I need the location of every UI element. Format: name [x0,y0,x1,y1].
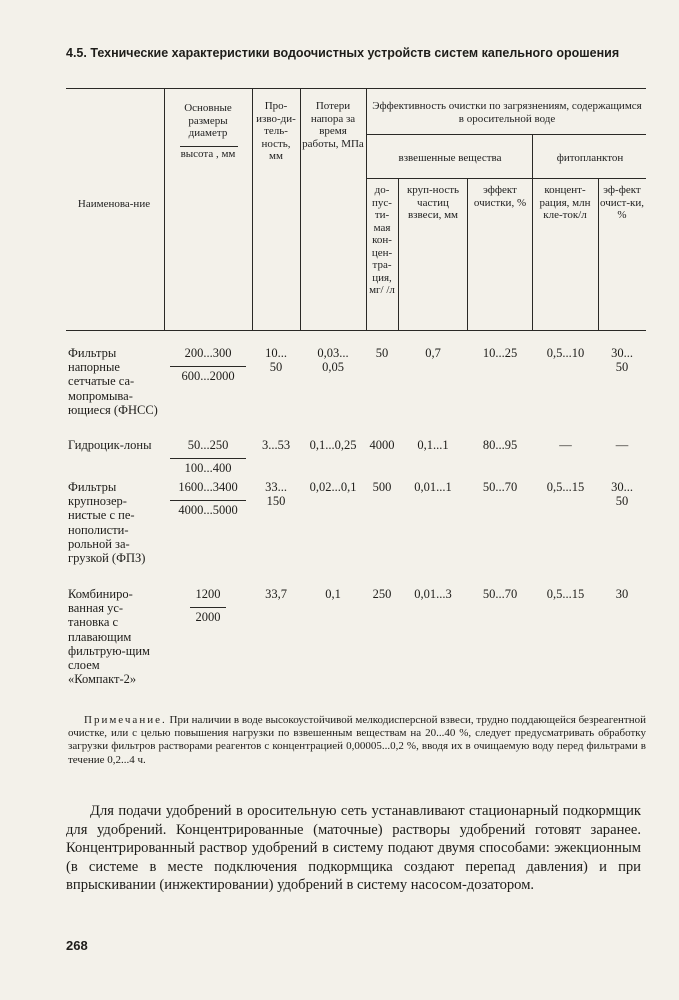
particle-value: 0,01...1 [414,480,452,494]
size-fraction [166,438,250,475]
header-capacity: Про-изво-ди-тель-ность, мм [256,100,296,162]
row-name: Комбиниро-ванная ус-тановка с плавающим фильтрую-щим слоем «Компакт-2» [68,587,150,687]
size-fraction [166,480,250,517]
permissible-value: 250 [372,587,392,601]
header-size-top: Основные размеры диаметр [184,102,232,139]
height-value: 100...400 [184,461,232,475]
phyto-concentration-value: — [559,438,572,452]
capacity-value [254,480,298,508]
phyto-effect-value [600,346,644,374]
col-divider-6 [467,178,468,330]
capacity-value-line2: 150 [266,494,286,508]
head-loss-value [302,587,364,601]
size-fraction [166,587,250,624]
capacity-value [254,587,298,601]
head-loss-line1: 0,1 [325,587,341,601]
header-efficiency: Эффективность очистки по загрязнениям, содержащимся в оросительной воде [372,100,642,125]
phyto-effect-value [600,587,644,601]
particle-value: 0,1...1 [417,438,449,452]
permissible-value: 50 [375,346,389,360]
row-name: Фильтры крупнозер-нистые с пе-нополисти-рольной за-грузкой (ФПЗ) [68,480,146,566]
phyto-effect-line2: 50 [615,494,629,508]
height-value: 4000...5000 [178,503,238,517]
phyto-effect-value [600,480,644,508]
permissible-value: 500 [372,480,392,494]
note-label: Примечание. [84,714,167,726]
capacity-value-line1: 10... [265,346,287,360]
permissible-value: 4000 [369,438,395,452]
head-loss-value [302,438,364,452]
fraction-bar [190,607,226,608]
particle-value: 0,01...3 [414,587,452,601]
head-loss-line1: 0,02...0,1 [309,480,357,494]
head-loss-line1: 0,03... [317,346,349,360]
capacity-value-line2: 50 [269,360,283,374]
col-divider-8 [598,178,599,330]
phyto-concentration-value: 0,5...10 [546,346,585,360]
effect-value: 10...25 [482,346,518,360]
particle-value: 0,7 [425,346,441,360]
col-divider-5 [398,178,399,330]
table-caption: 4.5. Технические характеристики водоочистных устройств систем капельного орошения [66,46,620,60]
capacity-value [254,438,298,452]
efficiency-subrule [366,134,646,135]
height-value: 600...2000 [181,369,235,383]
header-head-loss: Потери напора за время работы, МПа [302,100,364,150]
capacity-value-line1: 33,7 [265,587,287,601]
col-divider-3 [300,88,301,330]
header-effect-phyto: эф-фект очист-ки, % [600,184,644,221]
header-permissible: до-пус-ти-мая кон-цен-тра-ция, мг/ /л [369,184,395,296]
header-size-fraction-bar [180,146,238,147]
subgroup-subrule [366,178,646,179]
header-effect: эффект очистки, % [473,184,527,209]
head-loss-line2: 0,05 [322,360,344,374]
diameter-value: 200...300 [184,346,232,360]
head-loss-value [302,480,364,494]
page-number: 268 [66,938,88,953]
fraction-bar [170,458,246,459]
capacity-value-line1: 33... [265,480,287,494]
phyto-concentration-value: 0,5...15 [546,480,585,494]
head-loss-value [302,346,364,374]
table-top-rule [66,88,646,89]
phyto-effect-line2: 50 [615,360,629,374]
header-particle: круп-ность частиц взвеси, мм [406,184,460,221]
row-name: Гидроцик-лоны [68,438,152,452]
phyto-effect-line1: 30 [615,587,629,601]
diameter-value: 1200 [195,587,221,601]
header-concentration: концент-рация, млн кле-ток/л [539,184,591,221]
row-name: Фильтры напорные сетчатые са-мопромыва-ющиеся (ФНСС) [68,346,158,417]
header-suspended: взвешенные вещества [398,152,502,164]
col-divider-2 [252,88,253,330]
body-paragraph: Для подачи удобрений в оросительную сеть устанавливают стационарный подкормщик для удобрений. Концентрированные (маточные) растворы удобрений готовят заранее. Концентрированный раствор удобрений в систему подают двумя способами: эжекционным (в системе в месте подключения подкормщика создают перепад давления) и при впрыскивании (инжектировании) удобрений в систему насосом-дозатором. [66,803,641,893]
col-divider-7 [532,134,533,330]
height-value: 2000 [195,610,221,624]
fraction-bar [170,500,246,501]
phyto-effect-line1: 30... [611,480,633,494]
head-loss-line1: 0,1...0,25 [309,438,357,452]
header-bottom-rule [66,330,646,331]
capacity-value [254,346,298,374]
note-text: При наличии в воде высокоустойчивой мелкодисперсной взвеси, трудно поддающейся безреагентной очистке, или с целью повышения нагрузки по взвешенным веществам на 20...40 %, следует предусматривать обработку загрузки фильтров растворами реагентов с концентрацией 0,00005...0,2 %, вводя их в очищаемую воду перед фильтрами в течение 0,2...4 ч. [68,714,646,766]
phyto-concentration-value: 0,5...15 [546,587,585,601]
header-size-bottom: высота , мм [180,148,236,160]
fraction-bar [170,366,246,367]
col-divider-1 [164,88,165,330]
diameter-value: 1600...3400 [178,480,238,494]
effect-value: 80...95 [482,438,518,452]
phyto-effect-line1: 30... [611,346,633,360]
header-phyto: фитопланктон [556,152,624,164]
size-fraction [166,346,250,383]
diameter-value: 50...250 [187,438,229,452]
table-note [68,714,646,767]
header-name: Наименова-ние [77,198,151,210]
phyto-effect-line1: — [615,438,629,452]
phyto-effect-value [600,438,644,452]
effect-value: 50...70 [482,480,518,494]
effect-value: 50...70 [482,587,518,601]
capacity-value-line1: 3...53 [261,438,291,452]
